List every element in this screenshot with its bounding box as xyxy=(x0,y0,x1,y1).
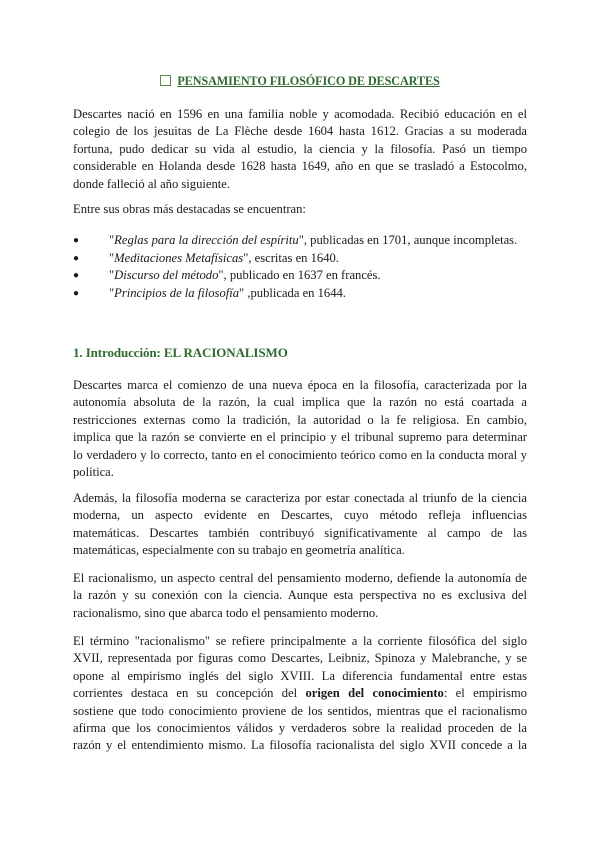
bold-term: origen del conocimiento xyxy=(305,686,444,701)
paragraph-1: Descartes marca el comienzo de una nueva época en la filosofía, caracterizada por la autonomía absoluta de la razón, la cual implica que la razón no está coartada a restricciones externas como la tradición, la autoridad o la fe religiosa. En cambio, implica que la razón se convierte en el principio y el tribunal supremo para determinar lo verdadero y lo correcto, tanto en el conocimiento teórico como en la conducta moral y política. xyxy=(73,378,527,479)
works-intro: Entre sus obras más destacadas se encuentran: xyxy=(73,202,306,216)
checkbox-icon xyxy=(160,75,171,86)
work-title: Discurso del método xyxy=(114,268,219,283)
paragraph-3: El racionalismo, un aspecto central del pensamiento moderno, defiende la autonomía de la razón y su conexión con la ciencia. Aunque esta perspectiva no es exclusiva del racionalismo, sino que abarca todo el pensamiento moderno. xyxy=(73,571,527,620)
paragraph-2: Además, la filosofía moderna se caracteriza por estar conectada al triunfo de la ciencia moderna, un aspecto evidente en Descartes, cuyo método refleja influencias matemáticas. Descartes también contribuyó significativamente al campo de las matemáticas, especialmente con su trabajo en geometría analítica. xyxy=(73,491,527,558)
section-heading: 1. Introducción: EL RACIONALISMO xyxy=(73,345,288,360)
paragraph-4: El término "racionalismo" se refiere principalmente a la corriente filosófica del siglo XVII, representada por figuras como Descartes, Leibniz, Spinoza y Malebranche, y se opone al empirismo inglés del siglo XVIII. La diferencia fundamental entre estas corrientes destaca en su concepción del origen del conocimiento: el empirismo sostiene que todo conocimiento proviene de los sentidos, mientras que el racionalismo afirma que los conocimientos válidos y verdaderos sobre la realidad proceden de la razón y el entendimiento mismo. La filosofía racionalista del siglo XVII concede a la xyxy=(73,634,527,753)
paragraph-line-with-bold: corrientes destaca en su concepción del origen del conocimiento: el empirismo xyxy=(73,686,527,701)
list-item: ● "Discurso del método", publicado en 1637 en francés. xyxy=(73,267,533,285)
list-item: ● "Principios de la filosofía" ,publicada en 1644. xyxy=(73,285,533,303)
bullet-icon: ● xyxy=(73,270,80,282)
work-title: Principios de la filosofía xyxy=(114,285,240,300)
list-item: ● "Meditaciones Metafísicas", escritas en 1640. xyxy=(73,250,533,268)
bullet-icon: ● xyxy=(73,287,80,299)
document-title: PENSAMIENTO FILOSÓFICO DE DESCARTES xyxy=(0,74,600,89)
works-list xyxy=(73,232,533,302)
bullet-icon: ● xyxy=(73,252,80,264)
intro-paragraph: Descartes nació en 1596 en una familia noble y acomodada. Recibió educación en el colegio de los jesuitas de La Flèche desde 1604 hasta 1612. Gracias a su moderada fortuna, pudo dedicar su vida al estudio, la ciencia y la filosofía. Pasó un tiempo considerable en Holanda desde 1628 hasta 1649, año en que se trasladó a Estocolmo, donde falleció al año siguiente. xyxy=(73,107,527,191)
work-title: Reglas para la dirección del espíritu xyxy=(114,233,299,247)
work-title: Meditaciones Metafísicas xyxy=(114,250,244,265)
list-item: ● "Reglas para la dirección del espíritu", publicadas en 1701, aunque incompletas. xyxy=(73,232,533,250)
bullet-icon: ● xyxy=(73,235,80,246)
